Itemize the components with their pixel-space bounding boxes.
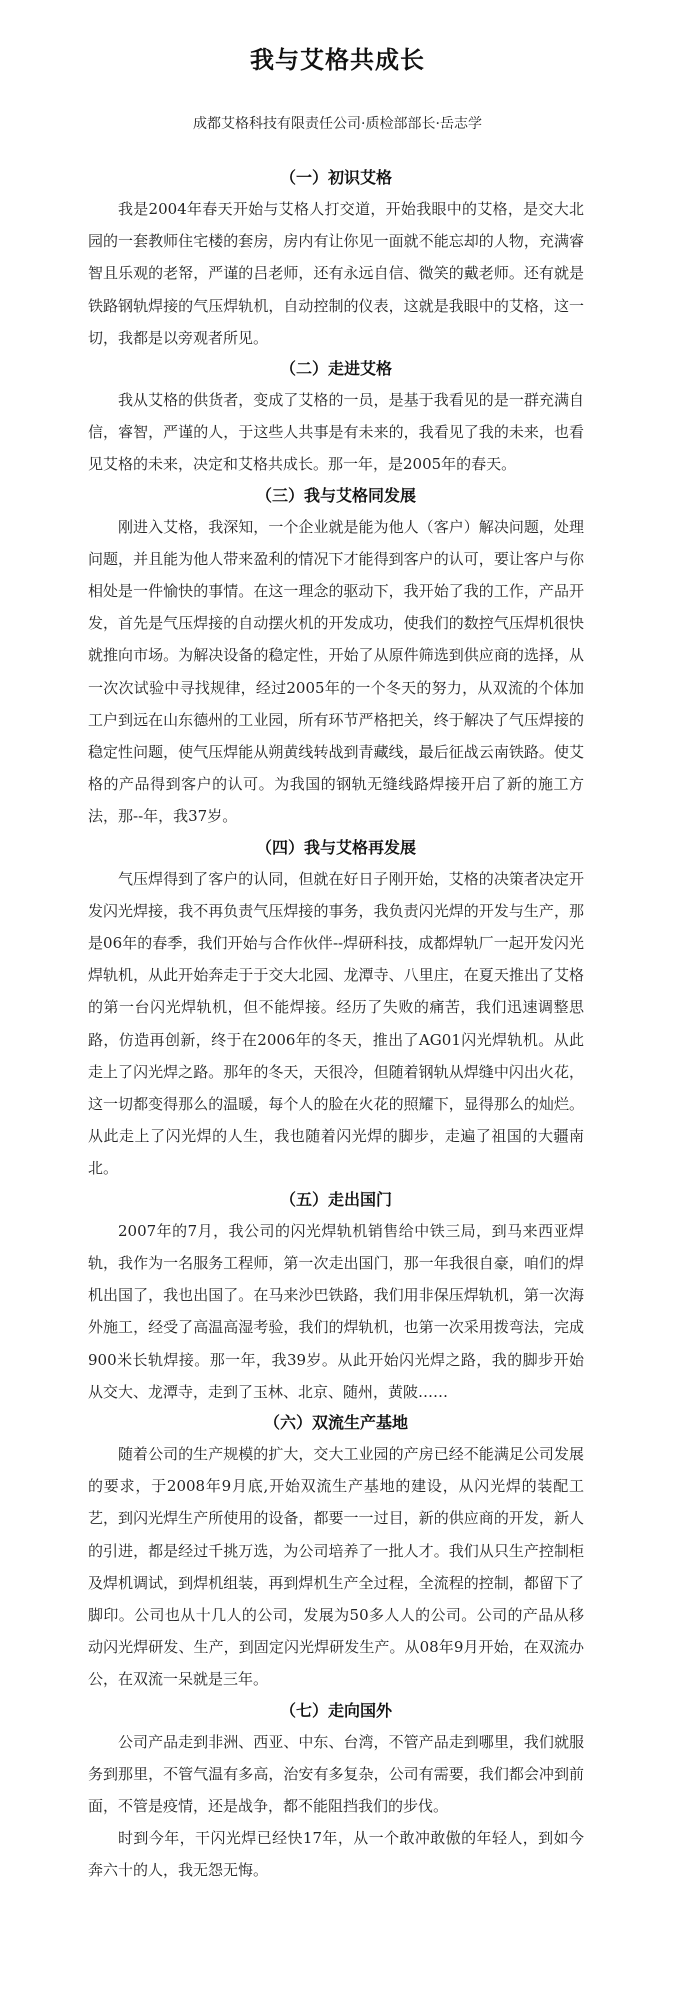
section <box>88 1185 584 1408</box>
paragraph: 我从艾格的供货者，变成了艾格的一员，是基于我看见的是一群充满自信，睿智，严谨的人，于这些人共事是有未来的，我看见了我的未来，也看见艾格的未来，决定和艾格共成长。那一年，是2005年的春天。 <box>88 391 584 474</box>
section <box>88 354 584 481</box>
section-heading: （五）走出国门 <box>279 1189 392 1209</box>
section <box>88 481 584 833</box>
section-heading: （三）我与艾格同发展 <box>255 485 416 505</box>
section-heading: （六）双流生产基地 <box>263 1412 408 1432</box>
section-heading: （七）走向国外 <box>279 1700 392 1720</box>
section-heading: （四）我与艾格再发展 <box>255 837 416 857</box>
paragraph: 随着公司的生产规模的扩大，交大工业园的产房已经不能满足公司发展的要求，于2008年9月底,开始双流生产基地的建设，从闪光焊的装配工艺，到闪光焊生产所使用的设备，都要一一过目，新的供应商的开发，新人的引进，都是经过千挑万选，为公司培养了一批人才。我们从只生产控制柜及焊机调试，到焊机组装，再到焊机生产全过程，全流程的控制，都留下了脚印。公司也从十几人的公司，发展为50多人人的公司。公司的产品从移动闪光焊研发、生产，到固定闪光焊研发生产。从08年9月开始，在双流办公，在双流一呆就是三年。 <box>88 1444 584 1689</box>
paragraph: 我是2004年春天开始与艾格人打交道，开始我眼中的艾格，是交大北园的一套教师住宅楼的套房，房内有让你见一面就不能忘却的人物，充满睿智且乐观的老帑，严谨的吕老师，还有永远自信、微笑的戴老师。还有就是铁路钢轨焊接的气压焊轨机，自动控制的仪表，这就是我眼中的艾格，这一切，我都是以旁观者所见。 <box>88 200 584 347</box>
article-title: 我与艾格共成长 <box>250 46 425 74</box>
article-body <box>88 163 584 1887</box>
section <box>88 833 584 1185</box>
paragraph: 气压焊得到了客户的认同，但就在好日子刚开始，艾格的决策者决定开发闪光焊接，我不再负责气压焊接的事务，我负责闪光焊的开发与生产，那是06年的春季，我们开始与合作伙伴--焊研科技，成都焊轨厂一起开发闪光焊轨机，从此开始奔走于于交大北园、龙潭寺、八里庄，在夏天推出了艾格的第一台闪光焊轨机，但不能焊接。经历了失败的痛苦，我们迅速调整思路，仿造再创新，终于在2006年的冬天，推出了AG01闪光焊轨机。从此走上了闪光焊之路。那年的冬天，天很冷，但随着钢轨从焊缝中闪出火花，这一切都变得那么的温暖，每个人的脸在火花的照耀下，显得那么的灿烂。从此走上了闪光焊的人生，我也随着闪光焊的脚步，走遍了祖国的大疆南北。 <box>88 869 584 1178</box>
paragraph: 公司产品走到非洲、西亚、中东、台湾，不管产品走到哪里，我们就服务到那里，不管气温有多高，治安有多复杂，公司有需要，我们都会冲到前面，不管是疫情，还是战争，都不能阻挡我们的步伐。 <box>88 1732 584 1815</box>
section <box>88 1408 584 1696</box>
section <box>88 1696 584 1887</box>
paragraph: 2007年的7月，我公司的闪光焊轨机销售给中铁三局，到马来西亚焊轨，我作为一名服务工程师，第一次走出国门，那一年我很自豪，咱们的焊机出国了，我也出国了。在马来沙巴铁路，我们用非保压焊轨机，第一次海外施工，经受了高温高湿考验，我们的焊轨机，也第一次采用拨弯法，完成900米长轨焊接。那一年，我39岁。从此开始闪光焊之路，我的脚步开始从交大、龙潭寺，走到了玉林、北京、随州，黄陂…… <box>88 1221 584 1401</box>
paragraph: 时到今年，干闪光焊已经快17年，从一个敢冲敢傲的年轻人，到如今奔六十的人，我无怨无悔。 <box>88 1829 584 1880</box>
section-heading: （一）初识艾格 <box>279 168 392 187</box>
paragraph: 刚进入艾格，我深知，一个企业就是能为他人（客户）解决问题，处理问题，并且能为他人带来盈利的情况下才能得到客户的认可，要让客户与你相处是一件愉快的事情。在这一理念的驱动下，我开始了我的工作，产品开发，首先是气压焊接的自动摆火机的开发成功，使我们的数控气压焊机很快就推向市场。为解决设备的稳定性，开始了从原件筛选到供应商的选择，从一次次试验中寻找规律，经过2005年的一个冬天的努力，从双流的个体加工户到远在山东德州的工业园，所有环节严格把关，终于解决了气压焊接的稳定性问题，使气压焊能从朔黄线转战到青藏线，最后征战云南铁路。使艾格的产品得到客户的认可。为我国的钢轨无缝线路焊接开启了新的施工方法，那--年，我37岁。 <box>88 517 584 826</box>
section-heading: （二）走进艾格 <box>279 359 392 379</box>
article-byline: 成都艾格科技有限责任公司·质检部部长·岳志学 <box>193 116 482 132</box>
section <box>88 163 584 354</box>
